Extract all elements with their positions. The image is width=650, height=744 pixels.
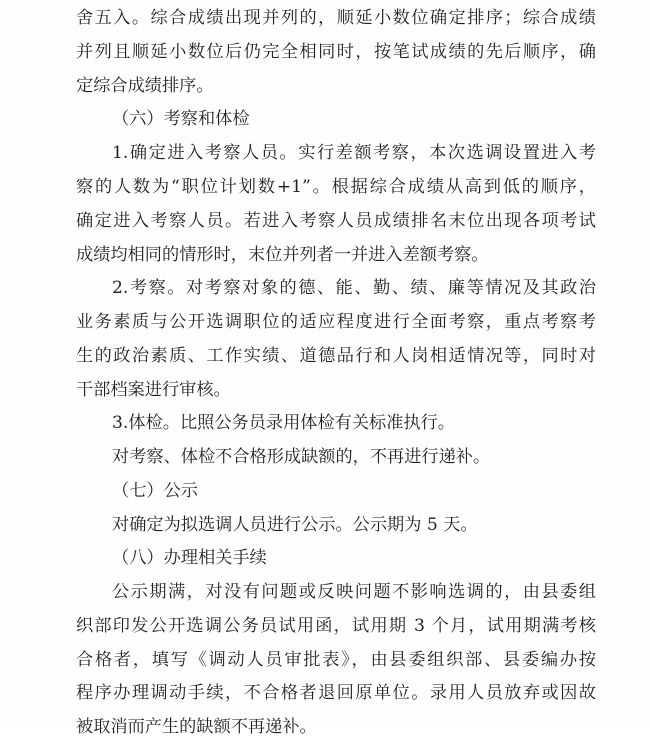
body-line: 织部印发公开选调公务员试用函，试用期 3 个月，试用期满考核 [76,616,596,636]
body-line: 程序办理调动手续，不合格者退回原单位。录用人员放弃或因故 [76,683,596,703]
body-line: 定综合成绩排序。 [76,76,214,96]
body-line: 干部档案进行审核。 [76,380,231,400]
body-line: 确定进入考察人员。若进入考察人员成绩排名末位出现各项考试 [76,211,596,231]
body-line: 舍五入。综合成绩出现并列的，顺延小数位确定排序；综合成绩 [76,8,596,28]
paragraph-first-line: 2.考察。对考察对象的德、能、勤、绩、廉等情况及其政治 [112,278,596,298]
paragraph-first-line: 1.确定进入考察人员。实行差额考察，本次选调设置进入考 [112,143,596,163]
body-line: 业务素质与公开选调职位的适应程度进行全面考察，重点考察考 [76,312,596,332]
body-line: 被取消而产生的缺额不再递补。 [76,717,317,737]
section-heading: （七）公示 [112,481,198,501]
body-line: 生的政治素质、工作实绩、道德品行和人岗相适情况等，同时对 [76,346,596,366]
paragraph-first-line: 对确定为拟选调人员进行公示。公示期为 5 天。 [112,515,478,535]
paragraph-first-line: 对考察、体检不合格形成缺额的，不再进行递补。 [112,447,491,467]
paragraph-first-line: 公示期满，对没有问题或反映问题不影响选调的，由县委组 [112,582,596,602]
section-heading: （八）办理相关手续 [112,548,267,568]
body-line: 成绩均相同的情形时，末位并列者一并进入差额考察。 [76,245,489,265]
section-heading: （六）考察和体检 [112,109,250,129]
body-line: 合格者，填写《调动人员审批表》，由县委组织部、县委编办按 [76,650,596,670]
body-line: 并列且顺延小数位后仍完全相同时，按笔试成绩的先后顺序，确 [76,42,596,62]
paragraph-first-line: 3.体检。比照公务员录用体检有关标准执行。 [112,413,455,433]
body-line: 察的人数为“职位计划数+1”。根据综合成绩从高到低的顺序， [76,177,596,197]
